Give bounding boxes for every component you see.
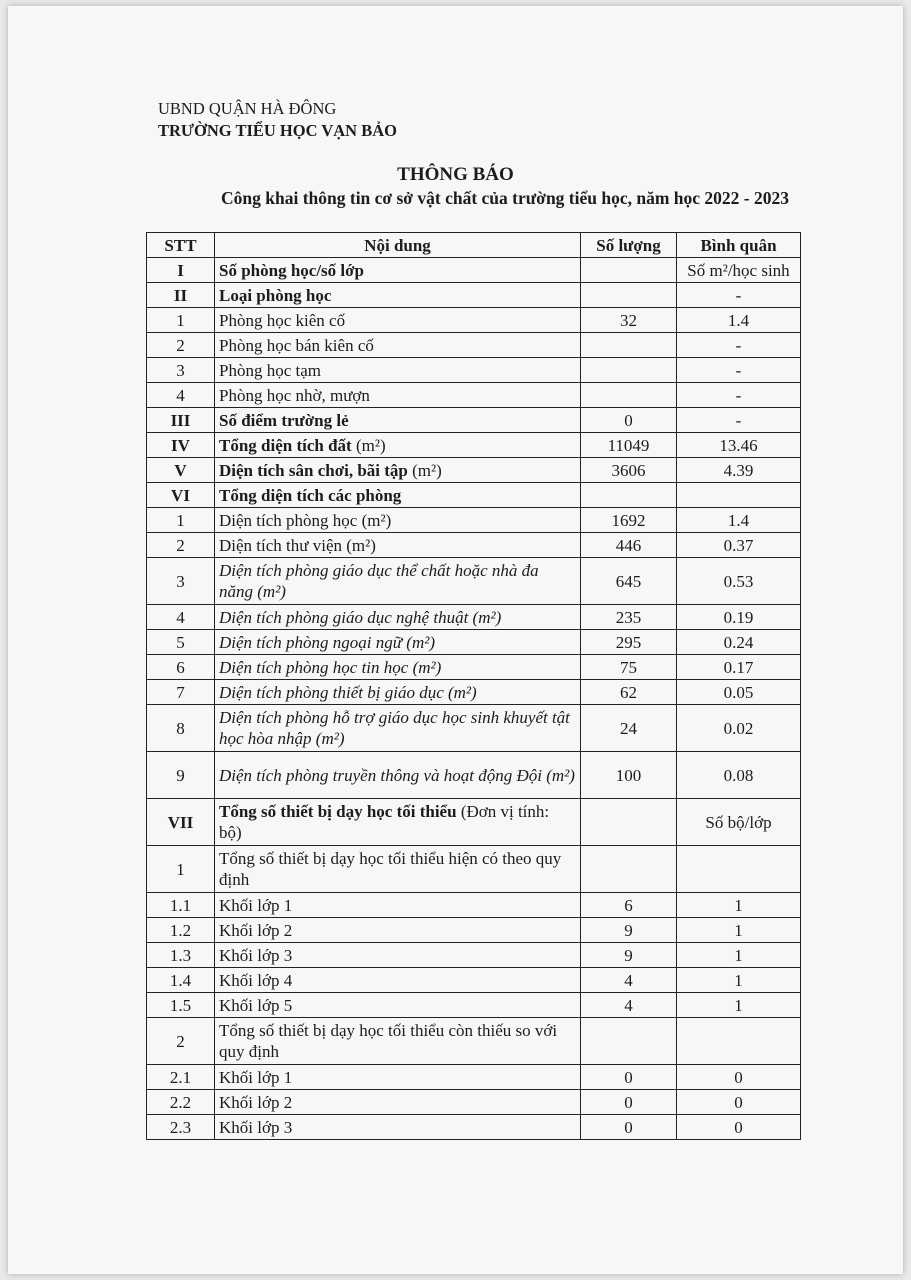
row-qty xyxy=(581,483,677,508)
row-avg: - xyxy=(677,333,801,358)
table-row xyxy=(147,799,801,846)
row-avg: 0.19 xyxy=(677,605,801,630)
row-avg xyxy=(677,846,801,893)
row-avg: 0.53 xyxy=(677,558,801,605)
col-header-qty: Số lượng xyxy=(581,233,677,258)
row-qty: 4 xyxy=(581,993,677,1018)
row-avg: 0.05 xyxy=(677,680,801,705)
row-qty: 235 xyxy=(581,605,677,630)
row-qty xyxy=(581,358,677,383)
row-stt: 5 xyxy=(147,630,215,655)
row-content: Diện tích phòng hỗ trợ giáo dục học sinh khuyết tật học hòa nhập (m²) xyxy=(215,705,581,752)
row-qty: 0 xyxy=(581,1065,677,1090)
issuer-org: UBND QUẬN HÀ ĐÔNG xyxy=(158,99,337,118)
row-content: Phòng học bán kiên cố xyxy=(215,333,581,358)
row-avg: 1 xyxy=(677,968,801,993)
col-header-avg: Bình quân xyxy=(677,233,801,258)
row-content-main: Diện tích sân chơi, bãi tập xyxy=(219,460,408,480)
row-qty xyxy=(581,799,677,846)
row-qty: 0 xyxy=(581,1115,677,1140)
row-content: Khối lớp 1 xyxy=(215,1065,581,1090)
row-content-main: Tổng số thiết bị dạy học tối thiểu xyxy=(219,802,457,821)
table-row xyxy=(147,258,801,283)
row-qty: 0 xyxy=(581,1090,677,1115)
row-content: Diện tích phòng thiết bị giáo dục (m²) xyxy=(215,680,581,705)
row-content-main: Tổng diện tích đất xyxy=(219,435,352,455)
document-title: THÔNG BÁO xyxy=(397,164,514,185)
row-stt: 7 xyxy=(147,680,215,705)
row-stt: 3 xyxy=(147,558,215,605)
table-row xyxy=(147,1115,801,1140)
row-qty: 100 xyxy=(581,752,677,799)
row-stt: 6 xyxy=(147,655,215,680)
row-stt: IV xyxy=(147,433,215,458)
table-row xyxy=(147,943,801,968)
row-qty xyxy=(581,1018,677,1065)
table-row xyxy=(147,433,801,458)
table-row xyxy=(147,655,801,680)
row-qty: 24 xyxy=(581,705,677,752)
issuer-block xyxy=(158,98,397,142)
row-content: Khối lớp 2 xyxy=(215,918,581,943)
row-content: Diện tích phòng giáo dục thể chất hoặc nhà đa năng (m²) xyxy=(215,558,581,605)
row-stt: 1 xyxy=(147,508,215,533)
table-row xyxy=(147,358,801,383)
table-row xyxy=(147,893,801,918)
row-qty: 6 xyxy=(581,893,677,918)
row-content: Khối lớp 3 xyxy=(215,1115,581,1140)
row-stt: 1.4 xyxy=(147,968,215,993)
row-qty: 295 xyxy=(581,630,677,655)
table-row xyxy=(147,558,801,605)
row-qty: 9 xyxy=(581,918,677,943)
row-qty xyxy=(581,846,677,893)
row-content: Phòng học kiên cố xyxy=(215,308,581,333)
row-stt: 4 xyxy=(147,383,215,408)
table-row xyxy=(147,968,801,993)
table-row xyxy=(147,283,801,308)
table-row xyxy=(147,333,801,358)
row-stt: I xyxy=(147,258,215,283)
row-avg: 0.37 xyxy=(677,533,801,558)
row-content: Số phòng học/số lớp xyxy=(215,258,581,283)
row-avg: 0 xyxy=(677,1115,801,1140)
row-content: Loại phòng học xyxy=(215,283,581,308)
row-stt: 8 xyxy=(147,705,215,752)
col-header-content: Nội dung xyxy=(215,233,581,258)
row-avg: 1 xyxy=(677,943,801,968)
row-content: Phòng học nhờ, mượn xyxy=(215,383,581,408)
row-content: Khối lớp 3 xyxy=(215,943,581,968)
row-avg: - xyxy=(677,358,801,383)
row-avg: 0.24 xyxy=(677,630,801,655)
row-qty: 62 xyxy=(581,680,677,705)
row-stt: 1 xyxy=(147,308,215,333)
row-stt: 2 xyxy=(147,533,215,558)
row-avg: 13.46 xyxy=(677,433,801,458)
row-qty: 1692 xyxy=(581,508,677,533)
row-content: Tổng số thiết bị dạy học tối thiểu hiện có theo quy định xyxy=(215,846,581,893)
row-stt: 4 xyxy=(147,605,215,630)
row-qty: 11049 xyxy=(581,433,677,458)
row-stt: 9 xyxy=(147,752,215,799)
row-content: Diện tích phòng học tin học (m²) xyxy=(215,655,581,680)
row-stt: 2.3 xyxy=(147,1115,215,1140)
row-content: Số điểm trường lẻ xyxy=(215,408,581,433)
row-avg: 1 xyxy=(677,893,801,918)
row-stt: 1.3 xyxy=(147,943,215,968)
row-content xyxy=(215,799,581,846)
row-avg: 1 xyxy=(677,918,801,943)
row-qty: 645 xyxy=(581,558,677,605)
row-avg: - xyxy=(677,408,801,433)
row-qty: 0 xyxy=(581,408,677,433)
table-row xyxy=(147,458,801,483)
row-avg: 1.4 xyxy=(677,308,801,333)
row-content: Diện tích phòng giáo dục nghệ thuật (m²) xyxy=(215,605,581,630)
row-content: Diện tích phòng học (m²) xyxy=(215,508,581,533)
row-avg: 0.02 xyxy=(677,705,801,752)
row-qty xyxy=(581,333,677,358)
row-avg: 1 xyxy=(677,993,801,1018)
row-stt: 1.5 xyxy=(147,993,215,1018)
table-row xyxy=(147,705,801,752)
row-stt: VI xyxy=(147,483,215,508)
table-row xyxy=(147,408,801,433)
row-stt: 2 xyxy=(147,333,215,358)
row-stt: 1.2 xyxy=(147,918,215,943)
row-qty xyxy=(581,258,677,283)
row-content: Khối lớp 1 xyxy=(215,893,581,918)
table-row xyxy=(147,533,801,558)
row-content-unit: (Đơn vị tính: bộ) xyxy=(219,802,550,842)
row-avg xyxy=(677,1018,801,1065)
table-row xyxy=(147,483,801,508)
table-row xyxy=(147,383,801,408)
row-avg: 0 xyxy=(677,1065,801,1090)
row-stt: 2.1 xyxy=(147,1065,215,1090)
row-stt: III xyxy=(147,408,215,433)
col-header-stt: STT xyxy=(147,233,215,258)
table-row xyxy=(147,918,801,943)
table-row xyxy=(147,508,801,533)
row-stt: 1.1 xyxy=(147,893,215,918)
row-content: Tổng số thiết bị dạy học tối thiểu còn thiếu so với quy định xyxy=(215,1018,581,1065)
row-qty: 3606 xyxy=(581,458,677,483)
row-avg: Số bộ/lớp xyxy=(677,799,801,846)
table-row xyxy=(147,308,801,333)
issuer-school: TRƯỜNG TIỂU HỌC VẠN BẢO xyxy=(158,121,397,140)
table-row xyxy=(147,680,801,705)
table-row xyxy=(147,1065,801,1090)
table-row xyxy=(147,630,801,655)
row-stt: VII xyxy=(147,799,215,846)
row-content: Phòng học tạm xyxy=(215,358,581,383)
row-qty: 4 xyxy=(581,968,677,993)
row-avg: 0.08 xyxy=(677,752,801,799)
row-stt: 1 xyxy=(147,846,215,893)
row-stt: 3 xyxy=(147,358,215,383)
row-avg: 4.39 xyxy=(677,458,801,483)
row-content: Diện tích phòng ngoại ngữ (m²) xyxy=(215,630,581,655)
table-row xyxy=(147,605,801,630)
row-content: Khối lớp 4 xyxy=(215,968,581,993)
row-content xyxy=(215,458,581,483)
table-header-row xyxy=(147,233,801,258)
row-avg: Số m²/học sinh xyxy=(677,258,801,283)
row-avg: - xyxy=(677,283,801,308)
row-content: Diện tích phòng truyền thông và hoạt động Đội (m²) xyxy=(215,752,581,799)
table-row xyxy=(147,846,801,893)
row-content: Khối lớp 2 xyxy=(215,1090,581,1115)
row-stt: 2.2 xyxy=(147,1090,215,1115)
row-qty: 446 xyxy=(581,533,677,558)
row-stt: II xyxy=(147,283,215,308)
row-content-unit: (m²) xyxy=(407,460,442,480)
row-qty: 75 xyxy=(581,655,677,680)
table-row xyxy=(147,752,801,799)
table-row xyxy=(147,1018,801,1065)
row-avg: 0 xyxy=(677,1090,801,1115)
row-qty: 9 xyxy=(581,943,677,968)
facilities-table xyxy=(146,232,801,1140)
row-avg: - xyxy=(677,383,801,408)
row-qty xyxy=(581,383,677,408)
document-subtitle: Công khai thông tin cơ sở vật chất của trường tiểu học, năm học 2022 - 2023 xyxy=(221,188,789,208)
row-content: Tổng diện tích các phòng xyxy=(215,483,581,508)
row-content-unit: (m²) xyxy=(351,435,386,455)
row-avg xyxy=(677,483,801,508)
row-avg: 1.4 xyxy=(677,508,801,533)
table-row xyxy=(147,1090,801,1115)
row-content: Khối lớp 5 xyxy=(215,993,581,1018)
row-avg: 0.17 xyxy=(677,655,801,680)
row-stt: 2 xyxy=(147,1018,215,1065)
row-content: Diện tích thư viện (m²) xyxy=(215,533,581,558)
row-content xyxy=(215,433,581,458)
row-qty: 32 xyxy=(581,308,677,333)
row-qty xyxy=(581,283,677,308)
table-row xyxy=(147,993,801,1018)
row-stt: V xyxy=(147,458,215,483)
